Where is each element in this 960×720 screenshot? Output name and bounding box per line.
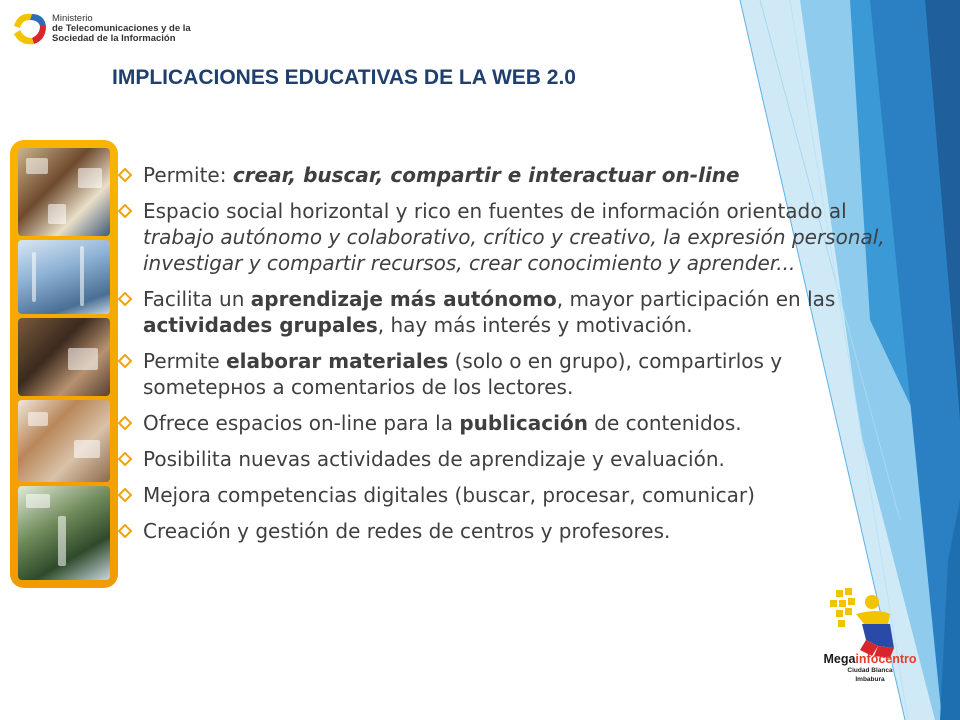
bullet-text: , hay más interés y motivación. xyxy=(377,313,693,337)
megainfocentro-subtitle-line2: Imbabura xyxy=(855,676,885,683)
bullet-text-emphasis: crear, buscar, compartir e interactuar on-line xyxy=(232,163,740,187)
megainfocentro-name-part1: Mega xyxy=(823,652,856,666)
ministry-emblem-icon xyxy=(8,6,52,52)
bullet-text: Facilita un xyxy=(143,287,251,311)
orange-diamond-outline-icon xyxy=(118,524,132,538)
bullet-text: Ofrece espacios on-line para la xyxy=(143,411,460,435)
bullet-text: (solo o en grupo), compartirlos y sometернos a comentarios de los lectores. xyxy=(143,349,783,399)
bullet-text-bold: elaborar materiales xyxy=(226,349,449,373)
bullet-text: Mejora competencias digitales (buscar, procesar, comunicar) xyxy=(143,483,755,507)
bullet-text: , mayor participación en las xyxy=(556,287,836,311)
bullet-text: Posibilita nuevas actividades de aprendizaje y evaluación. xyxy=(143,447,725,471)
bullet-item xyxy=(114,518,894,544)
orange-diamond-outline-icon xyxy=(118,416,132,430)
orange-diamond-outline-icon xyxy=(118,354,132,368)
bullet-text: Creación y gestión de redes de centros y profesores. xyxy=(143,519,671,543)
bullet-list xyxy=(114,162,894,554)
bullet-item xyxy=(114,482,894,508)
orange-diamond-outline-icon xyxy=(118,168,132,182)
orange-diamond-outline-icon xyxy=(118,292,132,306)
orange-diamond-outline-icon xyxy=(118,452,132,466)
bullet-text-bold xyxy=(233,163,740,187)
bullet-item xyxy=(114,446,894,472)
photo-collage-people xyxy=(18,148,110,236)
ministry-name-line3: Sociedad de la Información xyxy=(52,33,176,44)
bullet-item xyxy=(114,198,894,276)
photo-children-computers xyxy=(18,400,110,482)
slide-title: IMPLICACIONES EDUCATIVAS DE LA WEB 2.0 xyxy=(112,66,576,89)
bullet-text: Espacio social horizontal y rico en fuentes de información orientado al xyxy=(143,199,847,223)
orange-diamond-outline-icon xyxy=(118,488,132,502)
megainfocentro-subtitle-line1: Ciudad Blanca xyxy=(847,667,893,674)
ministry-name-line2: de Telecomunicaciones y de la xyxy=(52,23,191,34)
bullet-text-bold: actividades grupales xyxy=(143,313,378,337)
photo-landscape xyxy=(18,486,110,580)
bullet-text-italic: trabajo autónomo y colaborativo, crítico y creativo, la expresión personal, investigar y compartir recursos, crear conocimiento y aprender... xyxy=(143,225,885,275)
bullet-item xyxy=(114,410,894,436)
bullet-item xyxy=(114,286,894,338)
photo-man-computer xyxy=(18,318,110,396)
bullet-text-bold: publicación xyxy=(459,411,588,435)
bullet-text: de contenidos. xyxy=(587,411,742,435)
bullet-text: Permite xyxy=(143,349,227,373)
megainfocentro-name xyxy=(818,652,922,666)
orange-diamond-outline-icon xyxy=(118,204,132,218)
photo-strip xyxy=(10,140,118,588)
ministry-name-line1: Ministerio xyxy=(52,13,93,24)
bullet-item xyxy=(114,348,894,400)
bullet-text-bold: aprendizaje más autónomo xyxy=(250,287,557,311)
photo-antennas xyxy=(18,240,110,314)
bullet-item xyxy=(114,162,894,188)
bullet-text: Permite: xyxy=(143,163,233,187)
megainfocentro-name-part2: infocentro xyxy=(855,652,917,666)
ministry-name xyxy=(52,14,191,44)
